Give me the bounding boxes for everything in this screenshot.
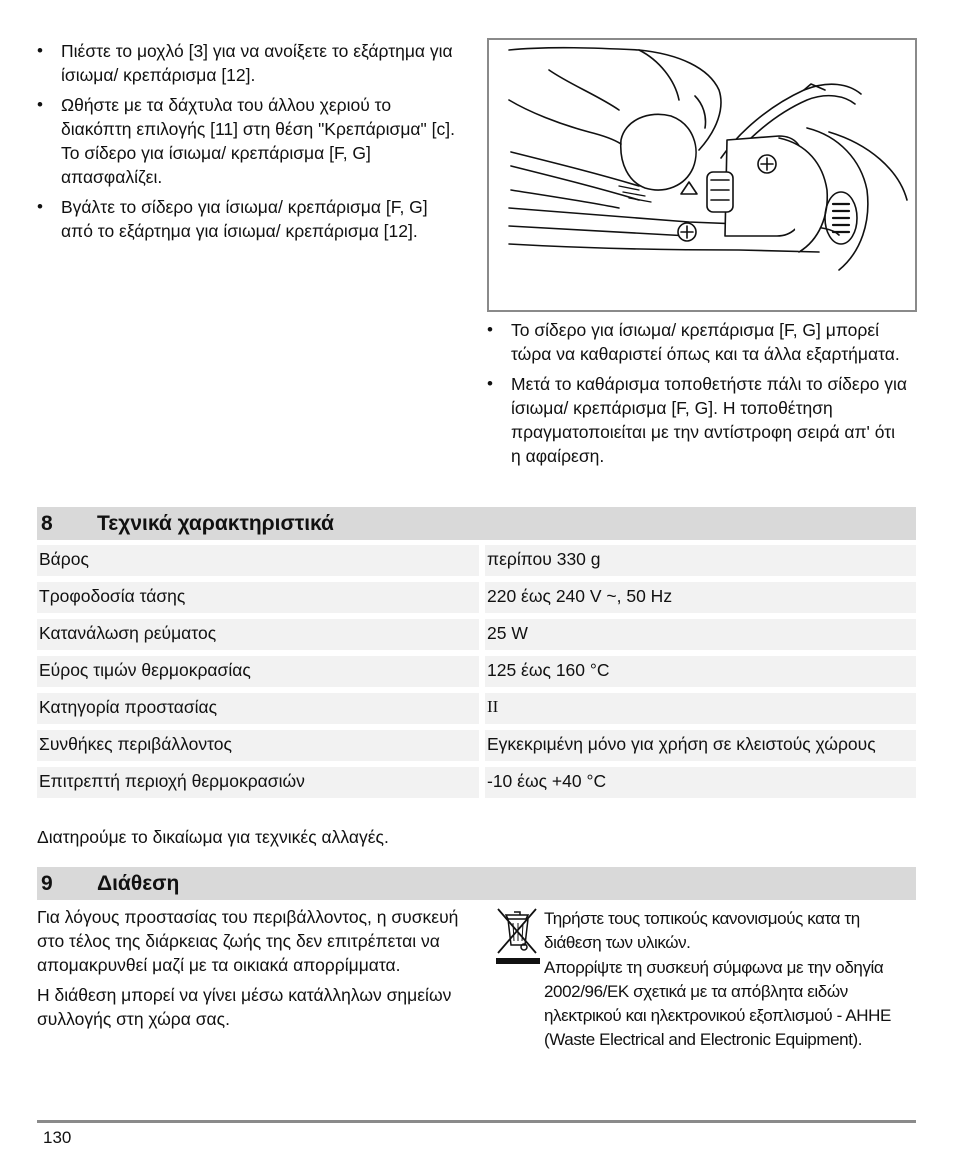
- spec-label: Συνθήκες περιβάλλοντος: [37, 730, 479, 761]
- spec-value: II: [485, 693, 916, 724]
- section-number: 9: [41, 872, 53, 895]
- section-number: 8: [41, 512, 53, 535]
- device-illustration: [487, 38, 917, 312]
- instruction-item: • Το σίδερο για ίσιωμα/ κρεπάρισμα [F, G] μπορεί τώρα να καθαριστεί όπως και τα άλλα εξαρτήματα.: [487, 318, 907, 366]
- spec-label: Κατανάλωση ρεύματος: [37, 619, 479, 650]
- instruction-item: • Πιέστε το μοχλό [3] για να ανοίξετε το εξάρτημα για ίσιωμα/ κρεπάρισμα [12].: [37, 39, 457, 87]
- table-row: [37, 767, 916, 798]
- spec-table: [37, 545, 916, 804]
- paragraph: Για λόγους προστασίας του περιβάλλοντος, η συσκευή στο τέλος της διάρκειας ζωής της δεν επιτρέπεται να απομακρυνθεί μαζί με τα οικιακά απορρίμματα.: [37, 907, 459, 975]
- spec-label: Εύρος τιμών θερμοκρασίας: [37, 656, 479, 687]
- instructions-right: [487, 318, 907, 474]
- paragraph: Η διάθεση μπορεί να γίνει μέσω κατάλληλων σημείων συλλογής στη χώρα σας.: [37, 985, 452, 1029]
- disposal-text: [37, 905, 467, 1037]
- paragraph: Τηρήστε τους τοπικούς κανονισμούς κατα τη διάθεση των υλικών.: [544, 909, 860, 952]
- page-number: 130: [43, 1128, 72, 1147]
- section-title: Τεχνικά χαρακτηριστικά: [97, 512, 334, 535]
- spec-value: 25 W: [485, 619, 916, 650]
- disposal-regulations-text: [544, 907, 914, 1053]
- instructions-left: [37, 39, 457, 249]
- spec-value: περίπου 330 g: [485, 545, 916, 576]
- paragraph: Απορρίψτε τη συσκευή σύμφωνα με την οδηγία 2002/96/ΕΚ σχετικά με τα απόβλητα ειδών ηλεκτρικού και ηλεκτρονικού εξοπλισμού - ΑΗΗΕ (Waste Electrical and Electronic Equipment).: [544, 958, 891, 1049]
- table-row: [37, 545, 916, 576]
- table-row: [37, 693, 916, 724]
- crossed-out-wheelie-bin-icon: [494, 905, 540, 965]
- spec-value: Εγκεκριμένη μόνο για χρήση σε κλειστούς χώρους: [485, 730, 916, 761]
- section-heading-technical-data: [37, 507, 916, 540]
- spec-label: Επιτρεπτή περιοχή θερμοκρασιών: [37, 767, 479, 798]
- table-row: [37, 619, 916, 650]
- table-row: [37, 656, 916, 687]
- instruction-item: • Βγάλτε το σίδερο για ίσιωμα/ κρεπάρισμα [F, G] από το εξάρτημα για ίσιωμα/ κρεπάρισμα [12].: [37, 195, 457, 243]
- table-row: [37, 730, 916, 761]
- table-row: [37, 582, 916, 613]
- spec-value: 125 έως 160 °C: [485, 656, 916, 687]
- spec-value: 220 έως 240 V ~, 50 Hz: [485, 582, 916, 613]
- spec-value: -10 έως +40 °C: [485, 767, 916, 798]
- technical-changes-note: Διατηρούμε το δικαίωμα για τεχνικές αλλαγές.: [37, 827, 389, 847]
- instruction-item: • Μετά το καθάρισμα τοποθετήστε πάλι το σίδερο για ίσιωμα/ κρεπάρισμα [F, G]. Η τοποθέτηση πραγματοποιείται με την αντίστροφη σειρά απ' ότι η αφαίρεση.: [487, 372, 907, 468]
- spec-label: Τροφοδοσία τάσης: [37, 582, 479, 613]
- section-heading-disposal: [37, 867, 916, 900]
- spec-label: Βάρος: [37, 545, 479, 576]
- footer-divider: [37, 1120, 916, 1123]
- section-title: Διάθεση: [97, 872, 180, 895]
- spec-label: Κατηγορία προστασίας: [37, 693, 479, 724]
- instruction-item: • Ωθήστε με τα δάχτυλα του άλλου χεριού το διακόπτη επιλογής [11] στη θέση "Κρεπάρισμα" [c]. Το σίδερο για ίσιωμα/ κρεπάρισμα [F, G] απασφαλίζει.: [37, 93, 457, 189]
